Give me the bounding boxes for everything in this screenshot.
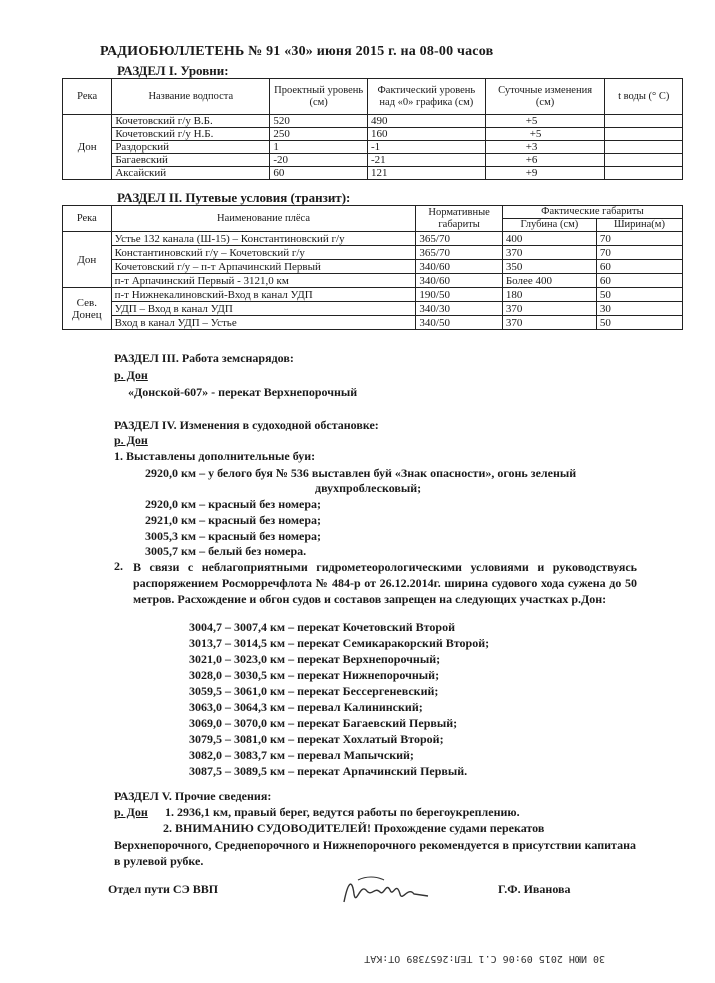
list-item: 3013,7 – 3014,5 км – перекат Семикаракорский Второй; <box>189 636 490 650</box>
section4-item2-text: В связи с неблагоприятными гидрометеорологическими условиями и руководствуясь распоряжением Росморречфлота № 484-р от 26.12.2014г. ширина судового хода сужена до 50 метров. Расхождение и обгон судов и составов запрещен на следующих участках р.Дон: <box>133 560 637 606</box>
section4-heading: РАЗДЕЛ IV. Изменения в судоходной обстановке: <box>114 418 379 432</box>
table-cell: 370 <box>502 246 596 260</box>
levels-river-cell: Дон <box>63 115 112 180</box>
transit-header-normative: Нормативные габариты <box>416 206 502 232</box>
table-cell: Кочетовский г/у Н.Б. <box>112 128 270 141</box>
table-cell: +6 <box>485 154 605 167</box>
section4-item1-line1: 2920,0 км – у белого буя № 536 выставлен буй «Знак опасности», огонь зеленый <box>145 466 577 480</box>
table-row <box>63 288 683 302</box>
table-row <box>63 128 683 141</box>
table-cell: п-т Арпачинский Первый - 3121,0 км <box>111 274 416 288</box>
table-row <box>63 154 683 167</box>
table-cell <box>605 154 683 167</box>
table-cell <box>605 141 683 154</box>
levels-header-river: Река <box>63 79 112 115</box>
list-item: 3005,7 км – белый без номера. <box>145 544 307 558</box>
levels-header-post: Название водпоста <box>112 79 270 115</box>
section3-river: р. Дон <box>114 368 148 382</box>
list-item: 3004,7 – 3007,4 км – перекат Кочетовский Второй <box>189 620 455 634</box>
table-cell: +9 <box>485 167 605 180</box>
section5-item2-line1: 2. ВНИМАНИЮ СУДОВОДИТЕЛЕЙ! Прохождение судами перекатов <box>163 821 545 835</box>
transit-header-depth: Глубина (см) <box>502 219 596 232</box>
levels-header-actual: Фактический уровень над «0» графика (см) <box>367 79 485 115</box>
table-row <box>63 260 683 274</box>
section5-heading: РАЗДЕЛ V. Прочие сведения: <box>114 789 272 803</box>
list-item: 3028,0 – 3030,5 км – перекат Нижнепорочный; <box>189 668 440 682</box>
section3-line: «Донской-607» - перекат Верхнепорочный <box>128 385 358 399</box>
levels-header-design: Проектный уровень (см) <box>270 79 368 115</box>
list-item: 3087,5 – 3089,5 км – перекат Арпачинский Первый. <box>189 764 468 778</box>
levels-table <box>62 78 683 180</box>
table-cell: Кочетовский г/у – п-т Арпачинский Первый <box>111 260 416 274</box>
section5-item1: 1. 2936,1 км, правый берег, ведутся работы по берегоукреплению. <box>165 805 520 819</box>
list-item: 3021,0 – 3023,0 км – перекат Верхнепорочный; <box>189 652 441 666</box>
table-cell: 60 <box>596 260 682 274</box>
table-cell: 30 <box>596 302 682 316</box>
table-cell: Вход в канал УДП – Устье <box>111 316 416 330</box>
table-cell: 50 <box>596 316 682 330</box>
list-item: 3079,5 – 3081,0 км – перекат Хохлатый Второй; <box>189 732 444 746</box>
section2-heading: РАЗДЕЛ II. Путевые условия (транзит): <box>117 190 351 205</box>
table-cell: Аксайский <box>112 167 270 180</box>
table-row <box>63 232 683 246</box>
table-cell: Раздорский <box>112 141 270 154</box>
section4-item2-num: 2. <box>114 559 123 573</box>
table-cell: -1 <box>367 141 485 154</box>
list-item: 2921,0 км – красный без номера; <box>145 513 322 527</box>
levels-header-temp: t воды (° C) <box>605 79 683 115</box>
table-cell <box>605 167 683 180</box>
table-row <box>63 167 683 180</box>
handwritten-signature <box>338 872 433 912</box>
table-row <box>63 246 683 260</box>
table-cell: 520 <box>270 115 368 128</box>
section4-river: р. Дон <box>114 433 148 447</box>
transit-header-width: Ширина(м) <box>596 219 682 232</box>
table-cell <box>605 128 683 141</box>
table-cell: 70 <box>596 246 682 260</box>
table-cell: 1 <box>270 141 368 154</box>
table-cell: 50 <box>596 288 682 302</box>
table-cell: 70 <box>596 232 682 246</box>
transit-header-stretch: Наименование плёса <box>111 206 416 232</box>
list-item: 3059,5 – 3061,0 км – перекат Бессергеневский; <box>189 684 439 698</box>
list-item: 3082,0 – 3083,7 км – перевал Мапычский; <box>189 748 414 762</box>
signature-name: Г.Ф. Иванова <box>498 882 571 896</box>
fax-footer: 30 ИЮН 2015 09:06 С.1 ТЕЛ:2657389 ОТ:КАТ <box>364 953 605 964</box>
table-cell: Более 400 <box>502 274 596 288</box>
table-cell: 121 <box>367 167 485 180</box>
table-cell <box>605 115 683 128</box>
levels-header-change: Суточные изменения (см) <box>485 79 605 115</box>
section5-river: р. Дон <box>114 805 148 819</box>
table-cell: 190/50 <box>416 288 502 302</box>
table-cell: 340/50 <box>416 316 502 330</box>
table-cell: 250 <box>270 128 368 141</box>
table-cell: Устье 132 канала (Ш-15) – Константиновский г/у <box>111 232 416 246</box>
transit-river-donets: Сев. Донец <box>63 288 112 330</box>
bulletin-title: РАДИОБЮЛЛЕТЕНЬ № 91 «30» июня 2015 г. на 08-00 часов <box>100 44 494 59</box>
table-row <box>63 115 683 128</box>
table-cell: 365/70 <box>416 246 502 260</box>
table-cell: Кочетовский г/у В.Б. <box>112 115 270 128</box>
table-cell: 340/30 <box>416 302 502 316</box>
section5-item2-rest: Верхнепорочного, Среднепорочного и Нижнепорочного рекомендуется в присутствии капитана в рулевой рубке. <box>114 838 636 868</box>
table-cell: 340/60 <box>416 260 502 274</box>
table-cell: Багаевский <box>112 154 270 167</box>
signature-department: Отдел пути СЭ ВВП <box>108 882 219 896</box>
table-row <box>63 274 683 288</box>
transit-header-river: Река <box>63 206 112 232</box>
list-item: 3005,3 км – красный без номера; <box>145 529 322 543</box>
table-cell: 370 <box>502 302 596 316</box>
section4-item1-title: 1. Выставлены дополнительные буи: <box>114 449 316 463</box>
table-cell: -20 <box>270 154 368 167</box>
table-cell: п-т Нижнекалиновский-Вход в канал УДП <box>111 288 416 302</box>
list-item: 3069,0 – 3070,0 км – перекат Багаевский Первый; <box>189 716 458 730</box>
table-row <box>63 316 683 330</box>
transit-river-don: Дон <box>63 232 112 288</box>
transit-table <box>62 205 683 330</box>
table-cell: 400 <box>502 232 596 246</box>
table-cell: 370 <box>502 316 596 330</box>
table-cell: +5 <box>485 115 605 128</box>
table-cell: 180 <box>502 288 596 302</box>
table-cell: 350 <box>502 260 596 274</box>
table-cell: +3 <box>485 141 605 154</box>
table-row <box>63 141 683 154</box>
list-item: 2920,0 км – красный без номера; <box>145 497 322 511</box>
table-cell: 60 <box>270 167 368 180</box>
table-cell: 60 <box>596 274 682 288</box>
table-cell: +5 <box>485 128 605 141</box>
section4-item1-line1b: двухпроблесковый; <box>315 481 422 495</box>
section1-heading: РАЗДЕЛ I. Уровни: <box>117 63 229 78</box>
table-cell: УДП – Вход в канал УДП <box>111 302 416 316</box>
section3-heading: РАЗДЕЛ III. Работа земснарядов: <box>114 351 294 365</box>
list-item: 3063,0 – 3064,3 км – перевал Калининский; <box>189 700 423 714</box>
table-cell: 340/60 <box>416 274 502 288</box>
transit-header-actual: Фактические габариты <box>502 206 682 219</box>
table-cell: 490 <box>367 115 485 128</box>
table-cell: 160 <box>367 128 485 141</box>
table-cell: 365/70 <box>416 232 502 246</box>
table-cell: -21 <box>367 154 485 167</box>
table-row <box>63 302 683 316</box>
table-cell: Константиновский г/у – Кочетовский г/у <box>111 246 416 260</box>
